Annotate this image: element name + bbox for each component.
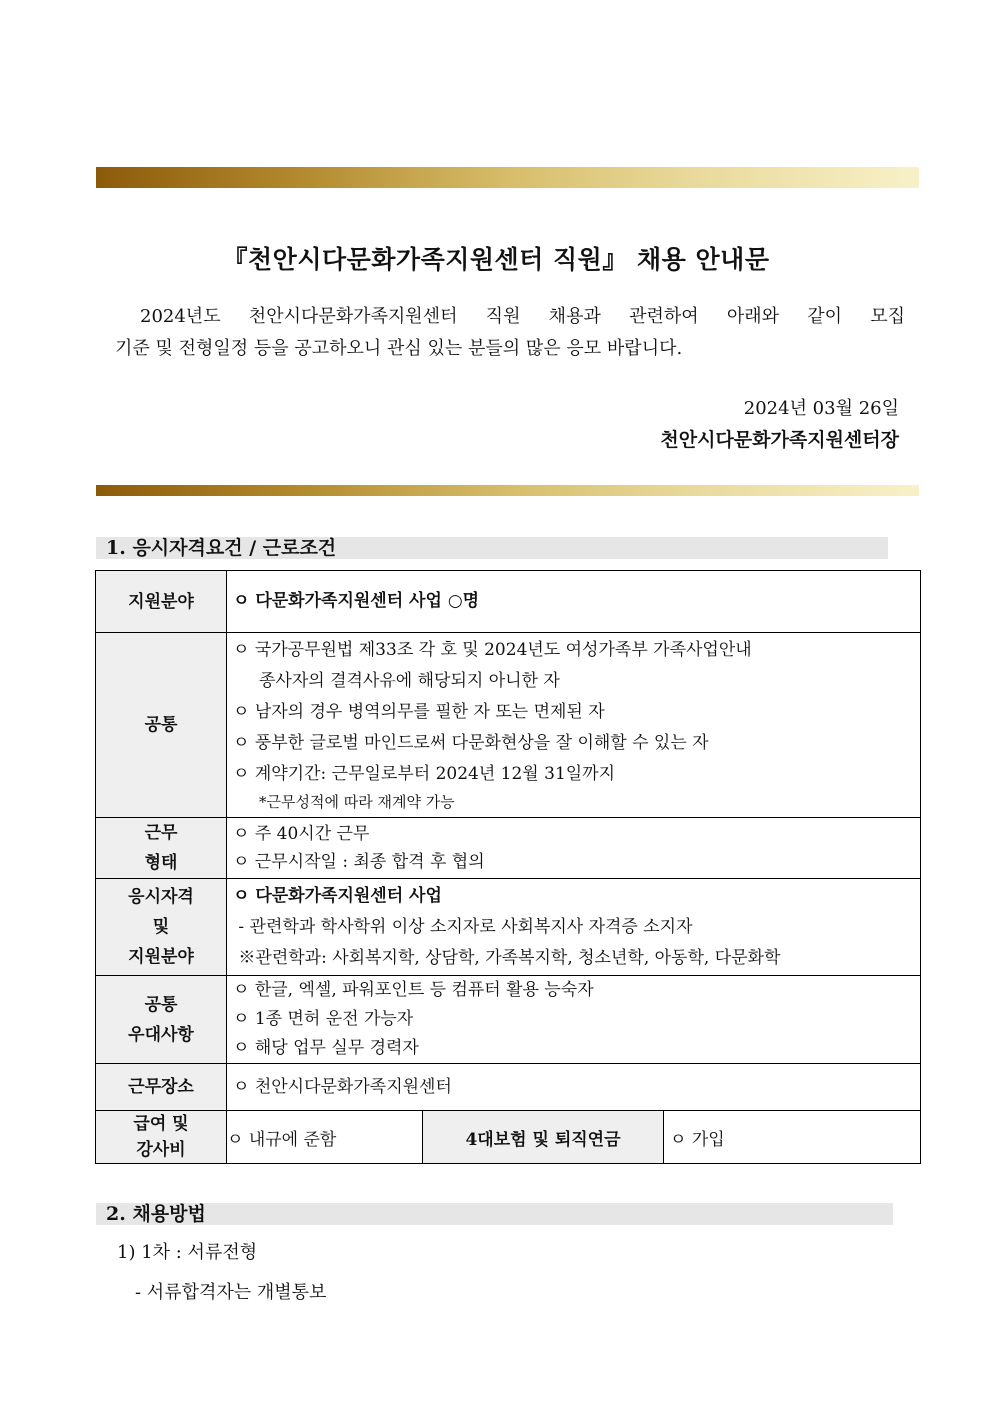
row-location bbox=[96, 1064, 921, 1111]
label-preference-2: 우대사항 bbox=[128, 1024, 194, 1045]
label-qualification-3: 지원분야 bbox=[128, 947, 194, 967]
preference-line: ㅇ 해당 업무 실무 경력자 bbox=[233, 1038, 419, 1058]
salary-value: ㅇ 내규에 준함 bbox=[227, 1111, 423, 1164]
label-insurance: 4대보험 및 퇴직연금 bbox=[423, 1111, 664, 1164]
field-content bbox=[227, 571, 921, 633]
label-salary bbox=[96, 1111, 227, 1164]
qualification-line: - 관련학과 학사학위 이상 소지자로 사회복지사 자격증 소지자 bbox=[233, 916, 693, 937]
label-work-type-2: 형태 bbox=[144, 853, 178, 873]
label-qualification-1: 응시자격 bbox=[128, 887, 194, 907]
work-type-content bbox=[227, 818, 921, 879]
label-work-type bbox=[96, 818, 227, 879]
common-note: *근무성적에 따라 재계약 가능 bbox=[259, 793, 455, 811]
label-salary-1: 급여 및 bbox=[133, 1114, 189, 1134]
location-content bbox=[227, 1064, 921, 1111]
row-salary bbox=[96, 1111, 921, 1164]
label-location: 근무장소 bbox=[96, 1064, 227, 1111]
section-2-heading: 2. 채용방법 bbox=[96, 1203, 893, 1225]
label-preference-1: 공통 bbox=[144, 994, 178, 1015]
hiring-step-1: 1) 1차 : 서류전형 bbox=[117, 1242, 258, 1263]
common-line: ㅇ 국가공무원법 제33조 각 호 및 2024년도 여성가족부 가족사업안내 bbox=[233, 640, 752, 660]
common-line: ㅇ 풍부한 글로벌 마인드로써 다문화현상을 잘 이해할 수 있는 자 bbox=[233, 733, 709, 753]
row-field bbox=[96, 571, 921, 633]
common-line: ㅇ 계약기간: 근무일로부터 2024년 12월 31일까지 bbox=[233, 764, 616, 784]
row-qualification bbox=[96, 879, 921, 976]
announcement-signer: 천안시다문화가족지원센터장 bbox=[660, 429, 899, 451]
announcement-date: 2024년 03월 26일 bbox=[743, 398, 899, 419]
page-title: 『천안시다문화가족지원센터 직원』 채용 안내문 bbox=[222, 245, 770, 274]
decorative-gold-bar-bottom bbox=[96, 485, 919, 496]
label-common: 공통 bbox=[96, 633, 227, 818]
intro-line-1: 2024년도 천안시다문화가족지원센터 직원 채용과 관련하여 아래와 같이 모집 bbox=[140, 306, 905, 327]
row-work-type bbox=[96, 818, 921, 879]
work-type-line: ㅇ 근무시작일 : 최종 합격 후 협의 bbox=[233, 852, 485, 872]
label-qualification bbox=[96, 879, 227, 976]
label-field: 지원분야 bbox=[96, 571, 227, 633]
work-type-line: ㅇ 주 40시간 근무 bbox=[233, 824, 370, 844]
hiring-step-1-note: - 서류합격자는 개별통보 bbox=[135, 1282, 327, 1303]
common-content bbox=[227, 633, 921, 818]
label-salary-2: 강사비 bbox=[136, 1140, 186, 1160]
preference-content bbox=[227, 976, 921, 1064]
section-1-heading: 1. 응시자격요건 / 근로조건 bbox=[96, 537, 888, 559]
qualification-line: ※관련학과: 사회복지학, 상담학, 가족복지학, 청소년학, 아동학, 다문화학 bbox=[233, 947, 781, 968]
intro-line-2: 기준 및 전형일정 등을 공고하오니 관심 있는 분들의 많은 응모 바랍니다. bbox=[115, 338, 683, 359]
label-work-type-1: 근무 bbox=[144, 823, 178, 843]
preference-line: ㅇ 한글, 엑셀, 파워포인트 등 컴퓨터 활용 능숙자 bbox=[233, 980, 594, 1000]
label-preference bbox=[96, 976, 227, 1064]
requirements-table bbox=[95, 570, 921, 1164]
insurance-value: ㅇ 가입 bbox=[664, 1111, 921, 1164]
qualification-content bbox=[227, 879, 921, 976]
row-preference bbox=[96, 976, 921, 1064]
location-line: ㅇ 천안시다문화가족지원센터 bbox=[233, 1076, 452, 1097]
common-line: ㅇ 남자의 경우 병역의무를 필한 자 또는 면제된 자 bbox=[233, 702, 605, 722]
common-line: 종사자의 결격사유에 해당되지 아니한 자 bbox=[259, 671, 560, 691]
preference-line: ㅇ 1종 면허 운전 가능자 bbox=[233, 1009, 414, 1029]
label-qualification-2: 및 bbox=[152, 917, 170, 937]
field-line: ㅇ 다문화가족지원센터 사업 ○명 bbox=[233, 591, 480, 611]
qualification-line: ㅇ 다문화가족지원센터 사업 bbox=[233, 885, 442, 906]
decorative-gold-bar-top bbox=[96, 167, 919, 188]
row-common bbox=[96, 633, 921, 818]
